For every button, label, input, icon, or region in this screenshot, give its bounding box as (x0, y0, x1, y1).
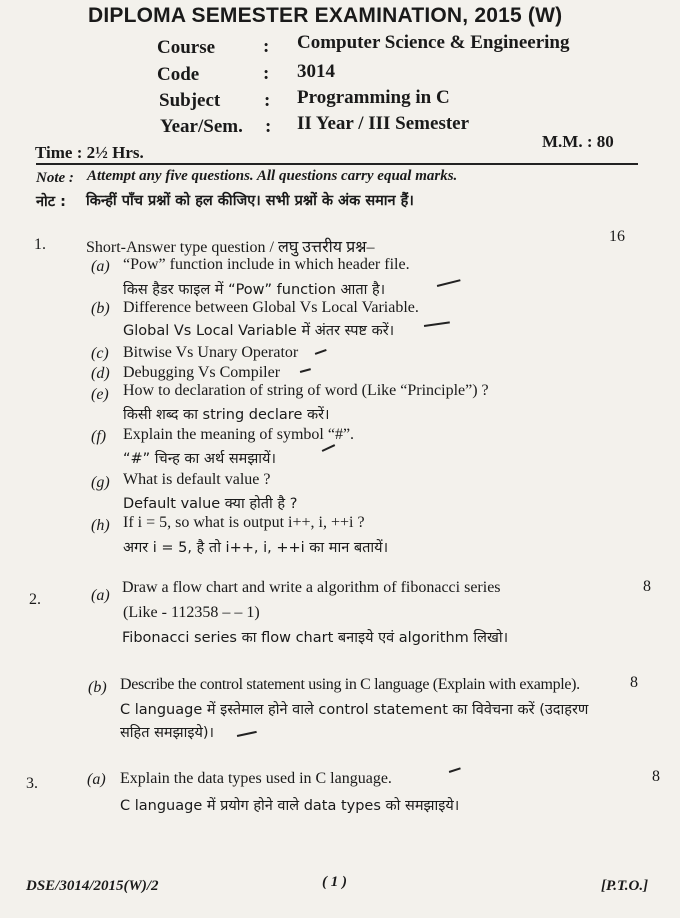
part-text-en: “Pow” function include in which header file. (123, 256, 410, 273)
part-text-hi: Fibonacci series का flow chart बनाइये एवं algorithm लिखो। (122, 630, 509, 646)
question-title: Short-Answer type question / लघु उत्तरीय प्रश्न– (86, 239, 375, 256)
part-label: (e) (91, 386, 109, 403)
part-label: (d) (91, 365, 110, 382)
part-label: (h) (91, 517, 110, 534)
question-number: 2. (29, 591, 41, 608)
part-text-en: If i = 5, so what is output i++, i, ++i ? (123, 514, 365, 531)
question-number: 1. (34, 236, 46, 253)
part-label: (a) (91, 258, 110, 275)
part-label: (b) (91, 300, 110, 317)
meta-value-year-sem: II Year / III Semester (297, 113, 470, 134)
pen-tick-mark (437, 279, 461, 286)
pen-tick-mark (322, 444, 335, 451)
part-marks: 8 (630, 674, 638, 691)
pto-marker: [P.T.O.] (601, 878, 649, 894)
part-text-hi: किस हैडर फाइल में “Pow” function आता है। (123, 282, 386, 298)
meta-value-code: 3014 (297, 61, 335, 82)
note-label-en: Note : (36, 170, 74, 186)
part-label: (c) (91, 345, 109, 362)
meta-label-code: Code (157, 64, 200, 85)
part-text-en: How to declaration of string of word (Like “Principle”) ? (123, 382, 489, 399)
note-text-en: Attempt any five questions. All questions carry equal marks. (87, 168, 458, 184)
max-marks: M.M. : 80 (542, 132, 614, 151)
question-number: 3. (26, 775, 38, 792)
part-text-hi: Global Vs Local Variable में अंतर स्पष्ट करें। (123, 323, 395, 339)
paper-code: DSE/3014/2015(W)/2 (26, 878, 159, 894)
exam-title: DIPLOMA SEMESTER EXAMINATION, 2015 (W) (88, 4, 563, 27)
meta-value-course: Computer Science & Engineering (297, 32, 570, 53)
part-text-hi: किसी शब्द का string declare करें। (123, 407, 330, 423)
meta-colon: : (263, 63, 270, 84)
meta-label-year-sem: Year/Sem. (160, 116, 243, 137)
part-text-hi: “#” चिन्ह का अर्थ समझायें। (123, 451, 276, 467)
note-text-hi: किन्हीं पाँच प्रश्नों को हल कीजिए। सभी प्रश्नों के अंक समान हैं। (86, 193, 414, 209)
question-marks: 16 (609, 228, 625, 245)
part-text-hi: Default value क्या होती है ? (123, 496, 298, 512)
part-text-en: Draw a flow chart and write a algorithm of fibonacci series (122, 579, 501, 596)
part-text-en: Describe the control statement using in C language (Explain with example). (120, 676, 580, 693)
part-marks: 8 (643, 578, 651, 595)
meta-label-subject: Subject (159, 90, 221, 111)
meta-label-course: Course (157, 37, 216, 58)
part-text-hi: C language में इस्तेमाल होने वाले control statement का विवेचना करें (उदाहरण (120, 702, 589, 718)
part-marks: 8 (652, 768, 660, 785)
part-text-en: Explain the data types used in C language. (120, 770, 392, 787)
pen-tick-mark (315, 349, 327, 355)
pen-tick-mark (449, 767, 461, 772)
part-text-en-continued: (Like - 112358 – – 1) (123, 604, 260, 621)
time-allowed: Time : 2½ Hrs. (35, 143, 144, 162)
meta-value-subject: Programming in C (297, 87, 450, 108)
part-label: (b) (88, 679, 107, 696)
part-text-en: Debugging Vs Compiler (123, 364, 281, 381)
part-label: (a) (91, 587, 110, 604)
part-label: (f) (91, 428, 107, 445)
note-label-hi: नोट : (36, 194, 66, 210)
page-number: ( 1 ) (322, 874, 347, 890)
part-text-hi-continued: सहित समझाइये)। (120, 725, 215, 741)
part-label: (a) (87, 771, 106, 788)
meta-colon: : (263, 36, 270, 57)
part-label: (g) (91, 474, 110, 491)
meta-colon: : (265, 116, 272, 137)
meta-colon: : (264, 90, 271, 111)
part-text-hi: अगर i = 5, है तो i++, i, ++i का मान बतायें। (123, 540, 389, 556)
part-text-en: Difference between Global Vs Local Variable. (123, 299, 419, 316)
part-text-hi: C language में प्रयोग होने वाले data types को समझाइये। (120, 798, 460, 814)
part-text-en: Explain the meaning of symbol “#”. (123, 426, 355, 443)
pen-tick-mark (237, 731, 257, 737)
header-divider (36, 163, 638, 165)
part-text-en: Bitwise Vs Unary Operator (123, 344, 299, 361)
part-text-en: What is default value ? (123, 471, 271, 488)
pen-tick-mark (424, 321, 450, 326)
pen-tick-mark (300, 368, 311, 372)
